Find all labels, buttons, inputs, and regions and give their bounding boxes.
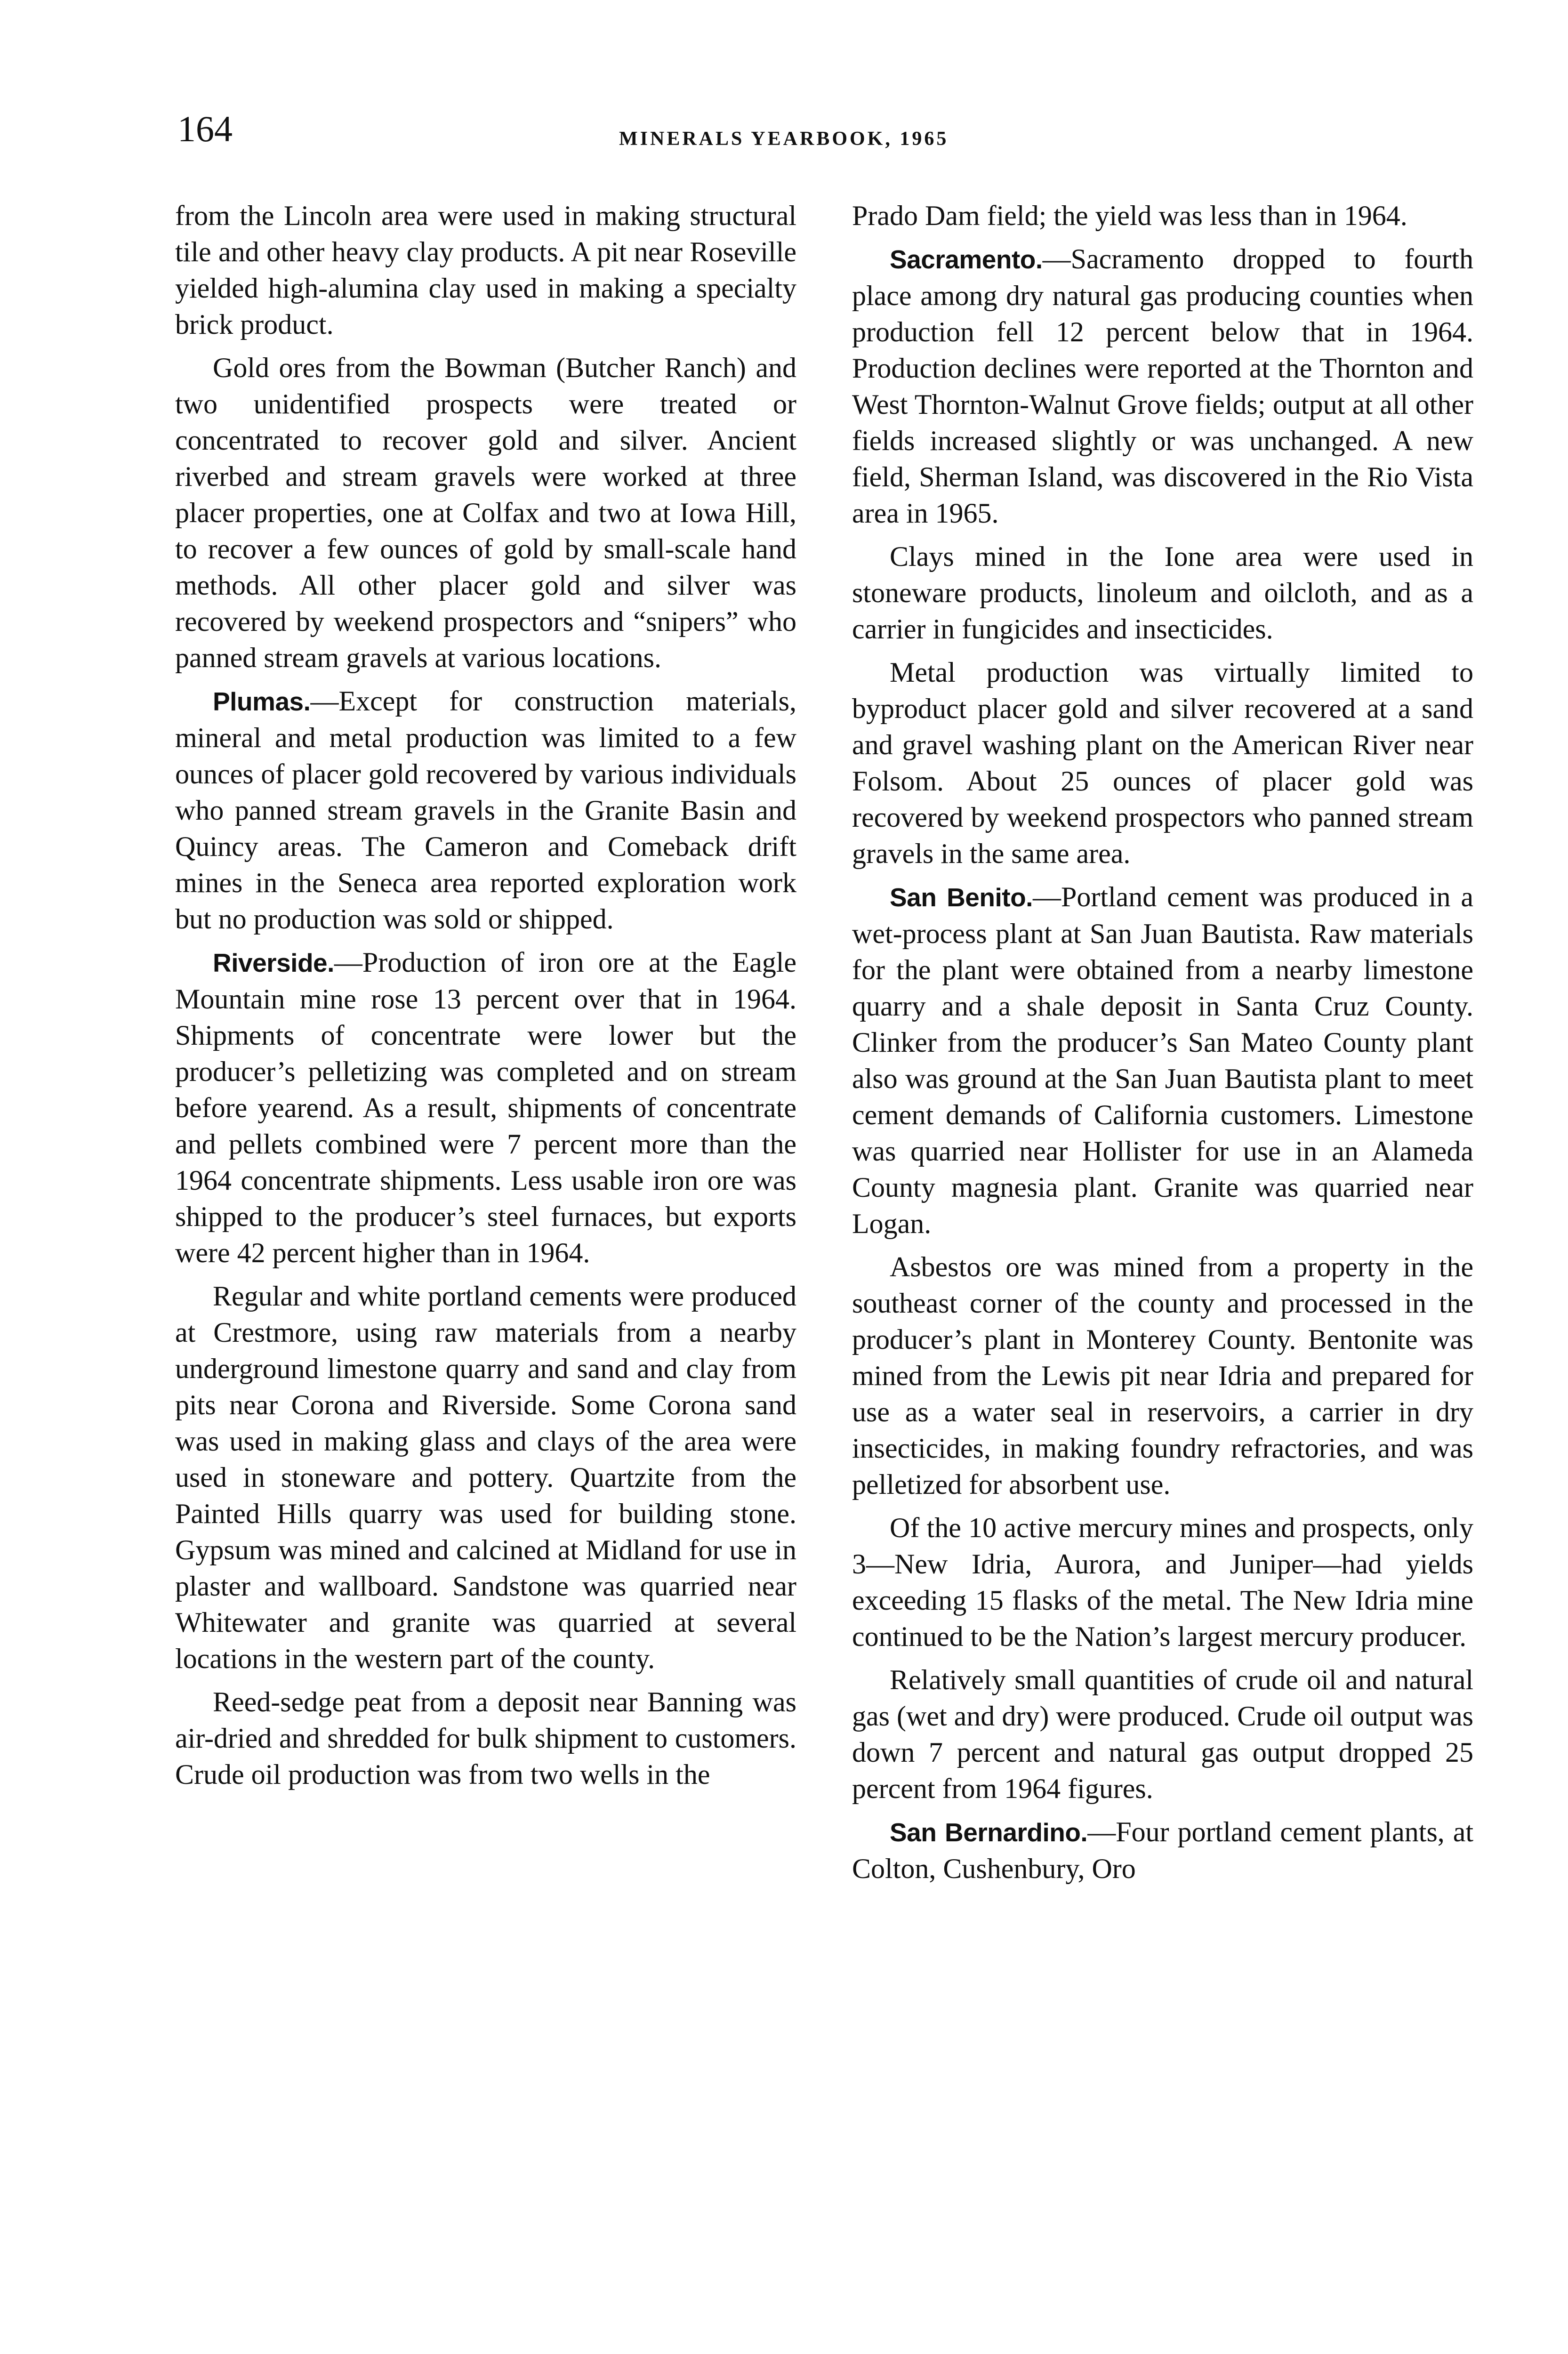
running-title: MINERALS YEARBOOK, 1965 bbox=[619, 128, 949, 150]
section-heading-san-bernardino: San Bernardino. bbox=[890, 1818, 1088, 1847]
section-heading-san-benito: San Benito. bbox=[890, 883, 1033, 912]
paragraph: Relatively small quantities of crude oil and natural gas (wet and dry) were produced. Crude oil output was down 7 percent and natural gas output dropped 25 percent from 1964 figures. bbox=[852, 1664, 1473, 1804]
paragraph-text: —Except for construction materials, mineral and metal production was limited to a few ounces of placer gold recovered by various individuals who panned stream gravels in the Granite Basin and Quincy areas. The Cameron and Comeback drift mines in the Seneca area reported exploration work but no production was sold or shipped. bbox=[175, 685, 796, 935]
paragraph: Reed-sedge peat from a deposit near Banning was air-dried and shredded for bulk shipment to customers. Crude oil production was from two wells in the bbox=[175, 1686, 796, 1790]
left-column bbox=[175, 198, 796, 1800]
paragraph: Of the 10 active mercury mines and prospects, only 3—New Idria, Aurora, and Juniper—had yields exceeding 15 flasks of the metal. The New Idria mine continued to be the Nation’s largest mercury producer. bbox=[852, 1512, 1473, 1652]
paragraph: Metal production was virtually limited to byproduct placer gold and silver recovered at a sand and gravel washing plant on the American River near Folsom. About 25 ounces of placer gold was recovered by weekend prospectors who panned stream gravels in the same area. bbox=[852, 657, 1473, 869]
paragraph: Prado Dam field; the yield was less than in 1964. bbox=[852, 200, 1407, 231]
paragraph-san-bernardino bbox=[852, 1814, 1473, 1887]
paragraph: from the Lincoln area were used in making structural tile and other heavy clay products. A pit near Roseville yielded high-alumina clay used in making a specialty brick product. bbox=[175, 200, 796, 340]
section-heading-sacramento: Sacramento. bbox=[890, 245, 1043, 274]
paragraph-sacramento bbox=[852, 241, 1473, 532]
section-heading-plumas: Plumas. bbox=[213, 687, 311, 716]
paragraph: Clays mined in the Ione area were used in stoneware products, linoleum and oilcloth, and as a carrier in fungicides and insecticides. bbox=[852, 541, 1473, 645]
paragraph-riverside bbox=[175, 944, 796, 1271]
paragraph: Gold ores from the Bowman (Butcher Ranch) and two unidentified prospects were treated or concentrated to recover gold and silver. Ancient riverbed and stream gravels were worked at three placer properties, one at Colfax and two at Iowa Hill, to recover a few ounces of gold by small-scale hand methods. All other placer gold and silver was recovered by weekend prospectors and “snipers” who panned stream gravels at various locations. bbox=[175, 352, 796, 673]
right-column bbox=[852, 198, 1473, 1894]
paragraph: Asbestos ore was mined from a property in the southeast corner of the county and processed in the producer’s plant in Monterey County. Bentonite was mined from the Lewis pit near Idria and prepared for use as a water seal in reservoirs, a carrier in dry insecticides, in making foundry refractories, and was pelletized for absorbent use. bbox=[852, 1251, 1473, 1500]
paragraph-text: —Sacramento dropped to fourth place among dry natural gas producing counties when production fell 12 percent below that in 1964. Production declines were reported at the Thornton and West Thornton-Walnut Grove fields; output at all other fields increased slightly or was unchanged. A new field, Sherman Island, was discovered in the Rio Vista area in 1965. bbox=[852, 243, 1473, 529]
paragraph: Regular and white portland cements were produced at Crestmore, using raw materials from a nearby underground limestone quarry and sand and clay from pits near Corona and Riverside. Some Corona sand was used in making glass and clays of the area were used in stoneware and pottery. Quartzite from the Painted Hills quarry was used for building stone. Gypsum was mined and calcined at Midland for use in plaster and wallboard. Sandstone was quarried near Whitewater and granite was quarried at several locations in the western part of the county. bbox=[175, 1281, 796, 1674]
paragraph-text: —Four portland cement plants, at Colton, Cushenbury, Oro bbox=[852, 1816, 1473, 1884]
paragraph-text: —Production of iron ore at the Eagle Mountain mine rose 13 percent over that in 1964. Shipments of concentrate were lower but the producer’s pelletizing was completed and on stream before yearend. As a result, shipments of concentrate and pellets combined were 7 percent more than the 1964 concentrate shipments. Less usable iron ore was shipped to the producer’s steel furnaces, but exports were 42 percent higher than in 1964. bbox=[175, 947, 796, 1268]
page-number: 164 bbox=[177, 108, 233, 149]
paragraph-san-benito bbox=[852, 879, 1473, 1242]
paragraph-plumas bbox=[175, 683, 796, 937]
paragraph-text: —Portland cement was produced in a wet-process plant at San Juan Bautista. Raw materials for the plant were obtained from a nearby limestone quarry and a shale deposit in Santa Cruz County. Clinker from the producer’s San Mateo County plant also was ground at the San Juan Bautista plant to meet cement demands of California customers. Limestone was quarried near Hollister for use in an Alameda County magnesia plant. Granite was quarried near Logan. bbox=[852, 881, 1474, 1239]
section-heading-riverside: Riverside. bbox=[213, 948, 334, 977]
